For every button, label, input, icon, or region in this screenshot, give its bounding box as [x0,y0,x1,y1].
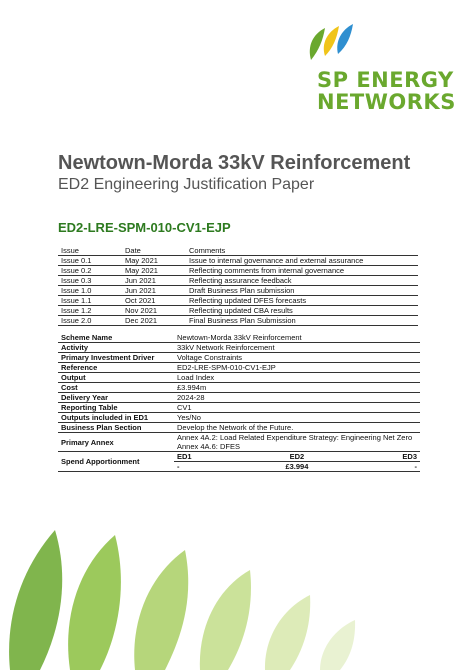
table-row [58,353,420,363]
comment-cell: Issue to internal governance and external assurance [186,256,418,266]
spend-header-ed2: ED2 [246,452,348,462]
document-title: Newtown-Morda 33kV Reinforcement [58,152,411,174]
row-value: Develop the Network of the Future. [174,423,420,433]
row-value: 2024-28 [174,393,420,403]
spend-apportionment-label: Spend Apportionment [58,452,174,472]
comment-cell: Draft Business Plan submission [186,286,418,296]
comment-cell: Final Business Plan Submission [186,316,418,326]
spend-value-ed2: £3.994 [246,462,348,472]
date-cell: Dec 2021 [122,316,186,326]
date-cell: May 2021 [122,256,186,266]
issue-cell: Issue 0.2 [58,266,122,276]
leaf-logo-icon [305,22,365,62]
table-row [58,343,420,353]
comment-cell: Reflecting updated CBA results [186,306,418,316]
table-row [58,266,418,276]
header-comments: Comments [186,246,418,256]
row-value: Load Index [174,373,420,383]
issue-cell: Issue 2.0 [58,316,122,326]
issue-cell: Issue 0.3 [58,276,122,286]
row-value: Voltage Constraints [174,353,420,363]
comment-cell: Reflecting comments from internal governance [186,266,418,276]
issue-table-header [58,246,418,256]
row-label: Reporting Table [58,403,174,413]
comment-cell: Reflecting updated DFES forecasts [186,296,418,306]
table-row [58,403,420,413]
table-row [58,393,420,403]
row-label: Cost [58,383,174,393]
primary-annex-row [58,433,420,452]
comment-cell: Reflecting assurance feedback [186,276,418,286]
row-value: Newtown-Morda 33kV Reinforcement [174,333,420,343]
date-cell: Oct 2021 [122,296,186,306]
table-row [58,276,418,286]
row-label: Reference [58,363,174,373]
header-issue: Issue [58,246,122,256]
date-cell: Jun 2021 [122,286,186,296]
spend-header-ed3: ED3 [348,452,420,462]
document-subtitle: ED2 Engineering Justification Paper [58,176,315,193]
logo-text-line1: SP ENERGY [317,68,454,92]
scheme-details-table [58,333,420,472]
table-row [58,256,418,266]
row-label: Activity [58,343,174,353]
spend-header-ed1: ED1 [174,452,246,462]
table-row [58,286,418,296]
annex-line-1: Annex 4A.2: Load Related Expenditure Strategy: Engineering Net Zero [177,433,413,442]
table-row [58,423,420,433]
issue-cell: Issue 0.1 [58,256,122,266]
decorative-leaves-graphic [0,520,474,670]
primary-annex-value [174,433,420,452]
row-label: Output [58,373,174,383]
annex-line-2: Annex 4A.6: DFES [177,442,240,451]
date-cell: Jun 2021 [122,276,186,286]
date-cell: Nov 2021 [122,306,186,316]
table-row [58,373,420,383]
table-row [58,363,420,373]
row-value: £3.994m [174,383,420,393]
table-row [58,413,420,423]
table-row [58,296,418,306]
issue-cell: Issue 1.1 [58,296,122,306]
primary-annex-label: Primary Annex [58,433,174,452]
row-value: Yes/No [174,413,420,423]
issue-cell: Issue 1.2 [58,306,122,316]
spend-value-ed1: - [174,462,246,472]
table-row [58,306,418,316]
table-row [58,333,420,343]
row-value: CV1 [174,403,420,413]
row-label: Scheme Name [58,333,174,343]
spend-value-ed3: - [348,462,420,472]
row-value: 33kV Network Reinforcement [174,343,420,353]
header-date: Date [122,246,186,256]
row-value: ED2-LRE-SPM-010-CV1-EJP [174,363,420,373]
sp-energy-networks-logo [305,22,455,112]
date-cell: May 2021 [122,266,186,276]
row-label: Outputs included in ED1 [58,413,174,423]
row-label: Business Plan Section [58,423,174,433]
row-label: Delivery Year [58,393,174,403]
table-row [58,383,420,393]
spend-header-row [58,452,420,462]
document-reference: ED2-LRE-SPM-010-CV1-EJP [58,220,231,235]
issue-cell: Issue 1.0 [58,286,122,296]
table-row [58,316,418,326]
issue-history-table [58,246,418,326]
row-label: Primary Investment Driver [58,353,174,363]
logo-text-line2: NETWORKS [317,90,456,114]
